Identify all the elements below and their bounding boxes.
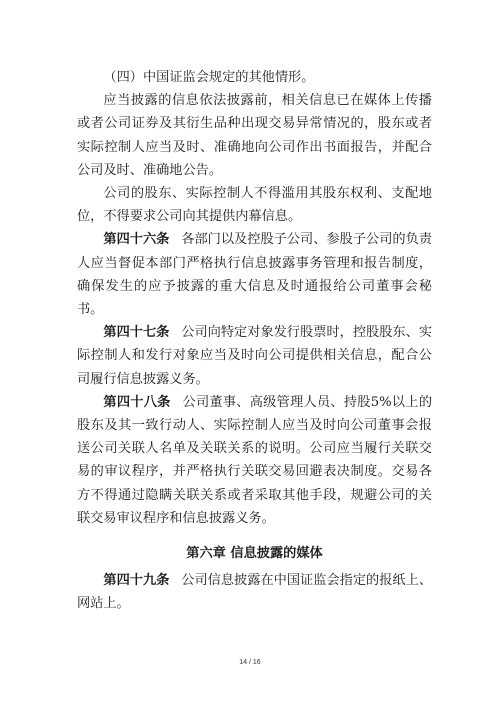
article-text: 公司信息披露在中国证监会指定的报纸上、网站上。 xyxy=(77,573,433,612)
body-paragraph: 公司的股东、实际控制人不得滥用其股东权利、支配地位，不得要求公司向其提供内幕信息。 xyxy=(77,186,432,225)
document-body xyxy=(77,66,432,616)
article-text: 公司董事、高级管理人员、持股5%以上的股东及其一致行动人、实际控制人应当及时向公司董事会报送公司关联人名单及关联关系的说明。公司应当履行关联交易的审议程序，并严格执行关联交易回避表决制度。交易各方不得通过隐瞒关联关系或者采取其他手段，规避公司的关联交易审议程序和信息披露义务。 xyxy=(77,394,433,526)
body-paragraph: 应当披露的信息依法披露前，相关信息已在媒体上传播或者公司证券及其衍生品种出现交易异常情况的，股东或者实际控制人应当及时、准确地向公司作出书面报告，并配合公司及时、准确地公告。 xyxy=(77,93,432,178)
article-text: 各部门以及控股子公司、参股子公司的负责人应当督促本部门严格执行信息披露事务管理和报告制度，确保发生的应予披露的重大信息及时通报给公司董事会秘书。 xyxy=(77,232,433,318)
article-number: 第四十九条 xyxy=(103,573,170,589)
article-number: 第四十八条 xyxy=(103,394,171,410)
article-number: 第四十七条 xyxy=(103,325,170,341)
article-48 xyxy=(77,391,432,530)
article-text: 公司向特定对象发行股票时，控股股东、实际控制人和发行对象应当及时向公司提供相关信息，配合公司履行信息披露义务。 xyxy=(77,325,433,387)
list-item-paragraph: （四）中国证监会规定的其他情形。 xyxy=(103,70,315,85)
chapter-title: 第六章 信息披露的媒体 xyxy=(186,546,323,562)
article-49 xyxy=(77,569,432,615)
article-46 xyxy=(77,228,432,321)
article-number: 第四十六条 xyxy=(103,232,170,248)
page-number: 14 / 16 xyxy=(239,659,261,666)
article-47 xyxy=(77,321,432,391)
